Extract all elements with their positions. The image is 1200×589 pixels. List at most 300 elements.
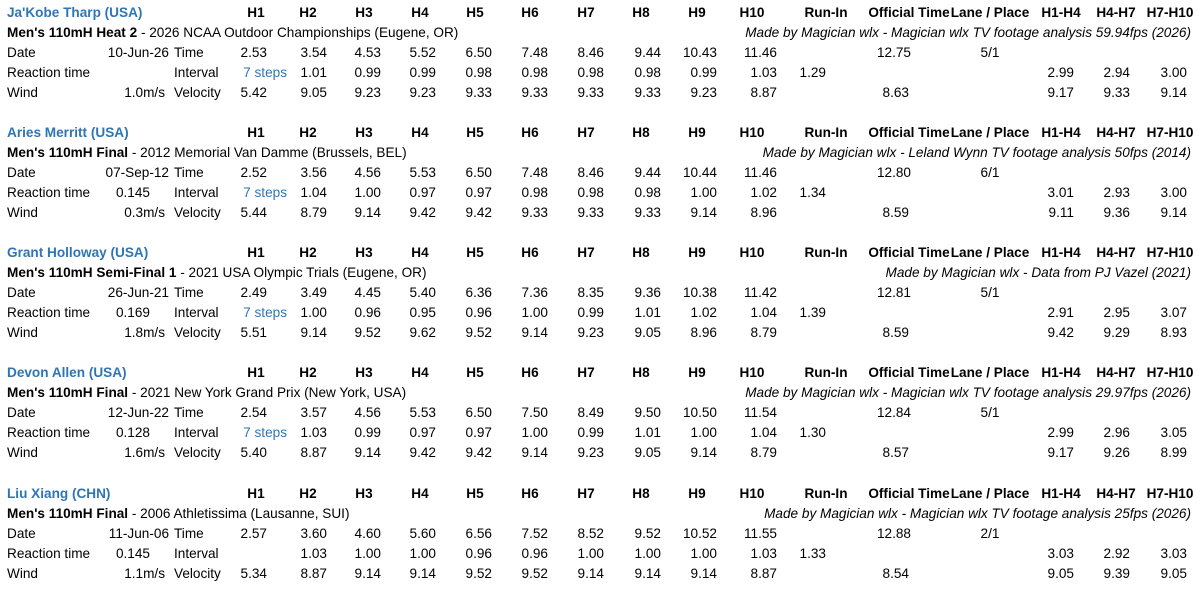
velocity-value: 9.23 <box>690 85 717 100</box>
time-label: Time <box>174 165 204 180</box>
time-value: 2.54 <box>240 405 267 420</box>
date-value: 07-Sep-12 <box>105 165 169 180</box>
athlete-name: Grant Holloway (USA) <box>7 245 149 260</box>
reaction-value: 0.169 <box>115 305 150 320</box>
interval-value: 0.97 <box>409 185 436 200</box>
interval-split-value: 2.99 <box>1047 65 1074 80</box>
velocity-value: 9.14 <box>577 566 604 581</box>
interval-split-value: 3.01 <box>1047 185 1074 200</box>
column-header: H5 <box>466 486 484 501</box>
interval-value: 1.03 <box>750 65 777 80</box>
interval-value: 1.00 <box>354 185 381 200</box>
interval-value: 1.01 <box>634 305 661 320</box>
velocity-value: 9.33 <box>577 85 604 100</box>
date-label: Date <box>7 45 36 60</box>
column-header: H1-H4 <box>1041 365 1081 380</box>
velocity-value: 5.42 <box>240 85 267 100</box>
interval-value: 0.96 <box>521 546 548 561</box>
interval-split-value: 3.00 <box>1160 65 1187 80</box>
interval-value: 0.97 <box>465 425 492 440</box>
column-header: H8 <box>632 5 650 20</box>
column-header: H7 <box>577 365 595 380</box>
race-event: Men's 110mH Final <box>7 385 129 400</box>
credit-note: Made by Magician wlx - Data from PJ Vazel (2021) <box>885 265 1191 280</box>
reaction-value: 0.128 <box>115 425 150 440</box>
column-header: Run-In <box>804 125 848 140</box>
column-header: H1-H4 <box>1041 5 1081 20</box>
approach-steps: 7 steps <box>243 185 287 200</box>
velocity-split-value: 9.14 <box>1160 205 1187 220</box>
interval-value: 1.00 <box>634 546 661 561</box>
interval-split-value: 3.07 <box>1160 305 1187 320</box>
race-meet: - 2021 New York Grand Prix (New York, USA) <box>128 385 407 400</box>
column-header: H10 <box>739 486 765 501</box>
athlete-name: Liu Xiang (CHN) <box>7 486 111 501</box>
time-row <box>0 163 1200 183</box>
interval-value: 1.00 <box>354 546 381 561</box>
interval-value: 1.02 <box>750 185 777 200</box>
wind-label: Wind <box>7 85 38 100</box>
wind-label: Wind <box>7 325 38 340</box>
run-in-value: 1.39 <box>799 305 826 320</box>
time-row <box>0 403 1200 423</box>
race-row <box>0 143 1200 163</box>
column-header: H9 <box>688 365 706 380</box>
interval-value: 1.04 <box>750 425 777 440</box>
velocity-split-value: 9.17 <box>1047 445 1074 460</box>
velocity-value: 9.14 <box>690 205 717 220</box>
time-label: Time <box>174 526 204 541</box>
column-header: H1 <box>247 125 265 140</box>
velocity-split-value: 8.93 <box>1160 325 1187 340</box>
velocity-value: 9.14 <box>521 445 548 460</box>
velocity-value: 5.51 <box>240 325 267 340</box>
column-header: H7 <box>577 5 595 20</box>
column-header: H6 <box>521 365 539 380</box>
column-header: Lane / Place <box>950 365 1030 380</box>
time-value: 8.46 <box>577 45 604 60</box>
interval-value: 0.96 <box>465 546 492 561</box>
column-header: H6 <box>521 486 539 501</box>
velocity-value: 9.14 <box>354 205 381 220</box>
time-label: Time <box>174 405 204 420</box>
date-value: 10-Jun-26 <box>107 45 169 60</box>
column-header: H7-H10 <box>1146 486 1194 501</box>
time-value: 10.43 <box>682 45 717 60</box>
race-row <box>0 383 1200 403</box>
lane-place-value: 5/1 <box>980 285 1000 300</box>
velocity-value: 9.14 <box>354 566 381 581</box>
lane-place-value: 5/1 <box>980 45 1000 60</box>
lane-place-value: 5/1 <box>980 405 1000 420</box>
interval-value: 1.03 <box>750 546 777 561</box>
velocity-value: 9.33 <box>634 205 661 220</box>
date-value: 26-Jun-21 <box>107 285 169 300</box>
column-header: Run-In <box>804 486 848 501</box>
time-value: 5.40 <box>409 285 436 300</box>
interval-value: 1.00 <box>409 546 436 561</box>
column-header: H3 <box>355 245 373 260</box>
race-event: Men's 110mH Final <box>7 506 129 521</box>
reaction-label: Reaction time <box>7 425 91 440</box>
race-row <box>0 23 1200 43</box>
velocity-split-value: 9.33 <box>1103 85 1130 100</box>
column-header: H1 <box>247 5 265 20</box>
column-header: H3 <box>355 125 373 140</box>
reaction-label: Reaction time <box>7 546 91 561</box>
time-value: 11.42 <box>743 285 777 300</box>
time-value: 10.52 <box>682 526 717 541</box>
velocity-value: 9.33 <box>465 85 492 100</box>
credit-note: Made by Magician wlx - Magician wlx TV footage analysis 29.97fps (2026) <box>745 385 1191 400</box>
date-label: Date <box>7 526 36 541</box>
time-value: 10.44 <box>682 165 717 180</box>
athlete-block <box>0 363 1200 463</box>
velocity-value: 9.14 <box>690 445 717 460</box>
time-value: 9.52 <box>634 526 661 541</box>
time-value: 3.54 <box>300 45 327 60</box>
interval-value: 0.98 <box>465 65 492 80</box>
velocity-value: 9.33 <box>577 205 604 220</box>
credit-note: Made by Magician wlx - Magician wlx TV footage analysis 25fps (2026) <box>764 506 1191 521</box>
wind-value: 1.6m/s <box>124 445 165 460</box>
column-header: H4 <box>411 245 429 260</box>
time-value: 8.46 <box>577 165 604 180</box>
interval-label: Interval <box>174 65 219 80</box>
velocity-split-value: 9.14 <box>1160 85 1187 100</box>
column-header: Lane / Place <box>950 486 1030 501</box>
velocity-value: 9.23 <box>577 325 604 340</box>
column-header: H10 <box>739 5 765 20</box>
column-header: Official Time <box>868 245 950 260</box>
velocity-value: 9.42 <box>409 445 436 460</box>
time-value: 5.53 <box>409 165 436 180</box>
velocity-row <box>0 83 1200 103</box>
interval-value: 0.96 <box>354 305 381 320</box>
run-in-value: 1.33 <box>799 546 826 561</box>
velocity-value: 9.14 <box>354 445 381 460</box>
column-header: H7 <box>577 125 595 140</box>
velocity-label: Velocity <box>174 445 221 460</box>
time-value: 5.60 <box>409 526 436 541</box>
time-value: 11.54 <box>743 405 777 420</box>
run-in-value: 1.34 <box>799 185 826 200</box>
header-row <box>0 123 1200 143</box>
velocity-value: 9.33 <box>521 85 548 100</box>
time-label: Time <box>174 45 204 60</box>
average-velocity-value: 8.59 <box>882 205 909 220</box>
interval-value: 1.00 <box>300 305 327 320</box>
credit-note: Made by Magician wlx - Magician wlx TV footage analysis 59.94fps (2026) <box>745 25 1191 40</box>
interval-split-value: 2.95 <box>1103 305 1130 320</box>
column-header: H6 <box>521 125 539 140</box>
velocity-value: 5.40 <box>240 445 267 460</box>
average-velocity-value: 8.54 <box>882 566 909 581</box>
wind-label: Wind <box>7 205 38 220</box>
header-row <box>0 3 1200 23</box>
interval-value: 1.04 <box>750 305 777 320</box>
date-value: 12-Jun-22 <box>107 405 169 420</box>
race-title <box>7 143 407 163</box>
interval-value: 0.99 <box>409 65 436 80</box>
race-title <box>7 504 349 524</box>
interval-row <box>0 63 1200 83</box>
time-value: 6.50 <box>465 405 492 420</box>
time-value: 6.50 <box>465 45 492 60</box>
interval-value: 0.98 <box>634 65 661 80</box>
velocity-value: 9.14 <box>634 566 661 581</box>
velocity-value: 8.96 <box>750 205 777 220</box>
column-header: H5 <box>466 365 484 380</box>
wind-value: 1.8m/s <box>124 325 165 340</box>
time-value: 10.38 <box>682 285 717 300</box>
velocity-value: 9.23 <box>354 85 381 100</box>
time-value: 4.45 <box>354 285 381 300</box>
velocity-value: 9.42 <box>465 445 492 460</box>
time-value: 10.50 <box>682 405 717 420</box>
column-header: Official Time <box>868 125 950 140</box>
velocity-value: 8.87 <box>750 566 777 581</box>
interval-value: 1.00 <box>577 546 604 561</box>
column-header: H4-H7 <box>1096 486 1136 501</box>
interval-split-value: 2.91 <box>1047 305 1074 320</box>
column-header: H6 <box>521 245 539 260</box>
velocity-split-value: 9.39 <box>1103 566 1130 581</box>
time-row <box>0 43 1200 63</box>
time-value: 4.60 <box>354 526 381 541</box>
time-value: 11.46 <box>743 165 777 180</box>
time-value: 3.57 <box>300 405 327 420</box>
interval-value: 0.98 <box>521 65 548 80</box>
column-header: H3 <box>355 486 373 501</box>
column-header: H1 <box>247 486 265 501</box>
athlete-block <box>0 3 1200 103</box>
velocity-split-value: 9.42 <box>1047 325 1074 340</box>
column-header: Lane / Place <box>950 245 1030 260</box>
time-value: 9.44 <box>634 165 661 180</box>
interval-value: 0.99 <box>577 305 604 320</box>
column-header: H7-H10 <box>1146 245 1194 260</box>
column-header: Lane / Place <box>950 125 1030 140</box>
athlete-block <box>0 484 1200 584</box>
race-row <box>0 504 1200 524</box>
column-header: H6 <box>521 5 539 20</box>
velocity-value: 8.96 <box>690 325 717 340</box>
time-value: 8.49 <box>577 405 604 420</box>
wind-value: 1.1m/s <box>124 566 165 581</box>
time-value: 8.52 <box>577 526 604 541</box>
velocity-split-value: 9.29 <box>1103 325 1130 340</box>
race-event: Men's 110mH Semi-Final 1 <box>7 265 177 280</box>
interval-split-value: 3.03 <box>1047 546 1074 561</box>
velocity-value: 8.87 <box>300 445 327 460</box>
velocity-value: 5.34 <box>240 566 267 581</box>
column-header: Official Time <box>868 365 950 380</box>
velocity-row <box>0 443 1200 463</box>
official-time-value: 12.88 <box>876 526 911 541</box>
time-value: 3.56 <box>300 165 327 180</box>
column-header: H5 <box>466 245 484 260</box>
column-header: H4 <box>411 365 429 380</box>
interval-value: 1.02 <box>690 305 717 320</box>
velocity-value: 9.05 <box>634 325 661 340</box>
interval-split-value: 2.92 <box>1103 546 1130 561</box>
velocity-value: 9.33 <box>634 85 661 100</box>
race-title <box>7 383 406 403</box>
velocity-value: 9.14 <box>690 566 717 581</box>
time-value: 9.50 <box>634 405 661 420</box>
velocity-split-value: 9.26 <box>1103 445 1130 460</box>
approach-steps: 7 steps <box>243 65 287 80</box>
column-header: H8 <box>632 245 650 260</box>
interval-split-value: 3.05 <box>1160 425 1187 440</box>
time-value: 3.49 <box>300 285 327 300</box>
velocity-row <box>0 323 1200 343</box>
velocity-value: 5.44 <box>240 205 267 220</box>
column-header: H1 <box>247 365 265 380</box>
interval-label: Interval <box>174 546 219 561</box>
column-header: Lane / Place <box>950 5 1030 20</box>
velocity-value: 9.23 <box>409 85 436 100</box>
lane-place-value: 6/1 <box>980 165 1000 180</box>
official-time-value: 12.80 <box>876 165 911 180</box>
column-header: H8 <box>632 125 650 140</box>
athlete-block <box>0 123 1200 223</box>
velocity-split-value: 9.11 <box>1048 205 1074 220</box>
column-header: H9 <box>688 486 706 501</box>
column-header: Run-In <box>804 365 848 380</box>
column-header: H1 <box>247 245 265 260</box>
race-meet: - 2006 Athletissima (Lausanne, SUI) <box>128 506 350 521</box>
velocity-value: 9.52 <box>354 325 381 340</box>
average-velocity-value: 8.57 <box>882 445 909 460</box>
date-label: Date <box>7 405 36 420</box>
interval-value: 0.99 <box>690 65 717 80</box>
velocity-value: 8.87 <box>750 85 777 100</box>
interval-value: 1.04 <box>300 185 327 200</box>
interval-split-value: 2.94 <box>1103 65 1130 80</box>
column-header: H4-H7 <box>1096 5 1136 20</box>
reaction-label: Reaction time <box>7 185 91 200</box>
column-header: H9 <box>688 245 706 260</box>
date-label: Date <box>7 285 36 300</box>
velocity-value: 9.62 <box>409 325 436 340</box>
interval-value: 0.96 <box>465 305 492 320</box>
column-header: H2 <box>299 5 317 20</box>
reaction-value: 0.145 <box>115 185 150 200</box>
column-header: H9 <box>688 5 706 20</box>
lane-place-value: 2/1 <box>980 526 1000 541</box>
interval-value: 0.98 <box>634 185 661 200</box>
interval-value: 1.01 <box>634 425 661 440</box>
race-event: Men's 110mH Final <box>7 145 129 160</box>
time-value: 2.57 <box>240 526 267 541</box>
race-title <box>7 23 458 43</box>
velocity-split-value: 9.17 <box>1047 85 1074 100</box>
interval-value: 1.03 <box>300 425 327 440</box>
velocity-value: 9.14 <box>409 566 436 581</box>
time-value: 7.52 <box>521 526 548 541</box>
interval-value: 0.97 <box>409 425 436 440</box>
velocity-value: 9.05 <box>634 445 661 460</box>
credit-note: Made by Magician wlx - Leland Wynn TV footage analysis 50fps (2014) <box>762 145 1191 160</box>
time-label: Time <box>174 285 204 300</box>
interval-value: 1.03 <box>300 546 327 561</box>
velocity-value: 8.79 <box>300 205 327 220</box>
velocity-value: 9.33 <box>521 205 548 220</box>
interval-row <box>0 544 1200 564</box>
column-header: H10 <box>739 125 765 140</box>
run-in-value: 1.29 <box>799 65 826 80</box>
time-value: 6.50 <box>465 165 492 180</box>
column-header: Run-In <box>804 5 848 20</box>
velocity-value: 9.23 <box>577 445 604 460</box>
time-value: 6.56 <box>465 526 492 541</box>
time-row <box>0 283 1200 303</box>
header-row <box>0 484 1200 504</box>
time-value: 4.53 <box>354 45 381 60</box>
interval-split-value: 2.99 <box>1047 425 1074 440</box>
interval-label: Interval <box>174 305 219 320</box>
column-header: H2 <box>299 486 317 501</box>
time-value: 2.52 <box>240 165 267 180</box>
velocity-split-value: 9.05 <box>1160 566 1187 581</box>
interval-label: Interval <box>174 425 219 440</box>
interval-split-value: 3.03 <box>1160 546 1187 561</box>
velocity-value: 8.87 <box>300 566 327 581</box>
column-header: H2 <box>299 245 317 260</box>
velocity-value: 9.05 <box>300 85 327 100</box>
interval-value: 0.99 <box>354 65 381 80</box>
velocity-split-value: 9.36 <box>1103 205 1130 220</box>
time-value: 7.48 <box>521 45 548 60</box>
velocity-value: 9.52 <box>465 325 492 340</box>
athlete-name: Ja'Kobe Tharp (USA) <box>7 5 143 20</box>
velocity-split-value: 9.05 <box>1047 566 1074 581</box>
column-header: H5 <box>466 5 484 20</box>
official-time-value: 12.75 <box>876 45 911 60</box>
column-header: Run-In <box>804 245 848 260</box>
interval-value: 0.98 <box>577 65 604 80</box>
interval-value: 0.95 <box>409 305 436 320</box>
time-value: 11.46 <box>743 45 777 60</box>
wind-label: Wind <box>7 566 38 581</box>
time-value: 8.35 <box>577 285 604 300</box>
race-event: Men's 110mH Heat 2 <box>7 25 138 40</box>
velocity-label: Velocity <box>174 85 221 100</box>
time-value: 7.48 <box>521 165 548 180</box>
column-header: Official Time <box>868 486 950 501</box>
column-header: H7 <box>577 245 595 260</box>
time-value: 7.36 <box>521 285 548 300</box>
time-value: 5.52 <box>409 45 436 60</box>
date-label: Date <box>7 165 36 180</box>
column-header: H8 <box>632 365 650 380</box>
velocity-split-value: 8.99 <box>1160 445 1187 460</box>
velocity-value: 9.14 <box>521 325 548 340</box>
time-value: 11.55 <box>743 526 777 541</box>
column-header: H1-H4 <box>1041 486 1081 501</box>
interval-row <box>0 303 1200 323</box>
interval-row <box>0 183 1200 203</box>
approach-steps: 7 steps <box>243 305 287 320</box>
time-row <box>0 524 1200 544</box>
date-value: 11-Jun-06 <box>108 526 169 541</box>
column-header: H4 <box>411 125 429 140</box>
interval-label: Interval <box>174 185 219 200</box>
interval-split-value: 2.96 <box>1103 425 1130 440</box>
reaction-value: 0.145 <box>115 546 150 561</box>
